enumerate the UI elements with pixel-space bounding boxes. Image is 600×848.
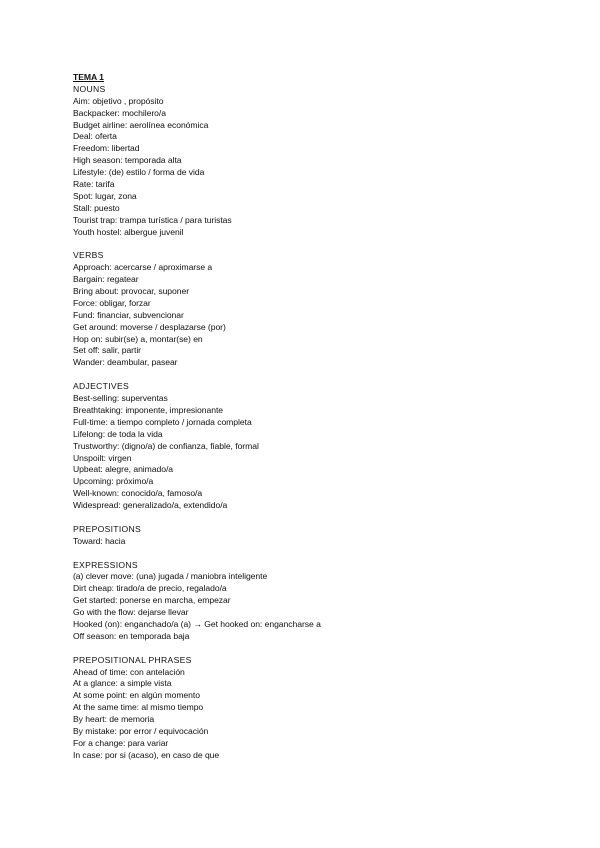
vocabulary-entry: Youth hostel: albergue juvenil [73, 226, 184, 237]
vocabulary-entry: Unspoilt: virgen [73, 452, 132, 463]
section-expressions [73, 548, 573, 643]
vocabulary-entry: Best-selling: superventas [73, 393, 168, 404]
section-spacer [73, 512, 573, 524]
vocabulary-entry: For a change: para variar [73, 737, 169, 748]
section-spacer [73, 238, 573, 250]
vocabulary-entry: Go with the flow: dejarse llevar [73, 607, 189, 618]
vocabulary-entry: By mistake: por error / equivocación [73, 725, 209, 736]
vocabulary-entry: Fund: financiar, subvencionar [73, 309, 184, 320]
section-heading: PREPOSITIONS [73, 523, 142, 534]
vocabulary-entry: Aim: objetivo , propósito [73, 95, 164, 106]
vocabulary-entry: Ahead of time: con antelación [73, 666, 185, 677]
vocabulary-entry: Dirt cheap: tirado/a de precio, regalado/a [73, 583, 227, 594]
vocabulary-entry: Tourist trap: trampa turística / para turistas [73, 214, 232, 225]
section-spacer [73, 643, 573, 655]
vocabulary-entry: Breathtaking: imponente, impresionante [73, 404, 224, 415]
vocabulary-entry: Stall: puesto [73, 202, 120, 213]
vocabulary-entry: Rate: tarifa [73, 179, 115, 190]
vocabulary-entry: Hooked (on): enganchado/a (a) → Get hooked on: engancharse a [73, 618, 321, 629]
vocabulary-entry: Freedom: libertad [73, 143, 140, 154]
vocabulary-entry: Approach: acercarse / aproximarse a [73, 262, 213, 273]
vocabulary-entry: Full-time: a tiempo completo / jornada completa [73, 416, 252, 427]
vocabulary-entry: Get around: moverse / desplazarse (por) [73, 321, 226, 332]
vocabulary-entry: In case: por si (acaso), en caso de que [73, 749, 220, 760]
section-heading: ADJECTIVES [73, 381, 130, 392]
vocabulary-entry: Get started: ponerse en marcha, empezar [73, 595, 231, 606]
section-spacer [73, 548, 573, 560]
section-heading: PREPOSITIONAL PHRASES [73, 654, 192, 665]
section-adjectives [73, 369, 573, 512]
vocabulary-entry: (a) clever move: (una) jugada / maniobra inteligente [73, 571, 268, 582]
vocabulary-entry: Upbeat: alegre, animado/a [73, 464, 174, 475]
vocabulary-entry: Spot: lugar, zona [73, 190, 137, 201]
vocabulary-entry: By heart: de memoria [73, 714, 155, 725]
vocabulary-entry: Backpacker: mochilero/a [73, 107, 166, 118]
section-heading: VERBS [73, 250, 104, 261]
vocabulary-entry: Toward: hacia [73, 535, 126, 546]
vocabulary-entry: Set off: salir, partir [73, 345, 141, 356]
vocabulary-entry: Off season: en temporada baja [73, 630, 190, 641]
section-heading: EXPRESSIONS [73, 559, 138, 570]
vocabulary-entry: Bring about: provocar, suponer [73, 286, 190, 297]
vocabulary-entry: Lifelong: de toda la vida [73, 428, 163, 439]
vocabulary-entry: Well-known: conocido/a, famoso/a [73, 488, 203, 499]
section-prepositions [73, 512, 573, 548]
vocabulary-entry: Lifestyle: (de) estilo / forma de vida [73, 167, 205, 178]
section-verbs [73, 238, 573, 369]
section-nouns [73, 84, 573, 239]
vocabulary-entry: Budget airline: aerolínea económica [73, 119, 209, 130]
section-heading: NOUNS [73, 83, 106, 94]
vocabulary-entry: Upcoming: próximo/a [73, 476, 154, 487]
vocabulary-entry: Widespread: generalizado/a, extendido/a [73, 500, 228, 511]
document-title: TEMA 1 [73, 72, 104, 82]
section-spacer [73, 369, 573, 381]
vocabulary-entry: Bargain: regatear [73, 274, 139, 285]
vocabulary-entry: At some point: en algún momento [73, 690, 200, 701]
vocabulary-entry: Deal: oferta [73, 131, 117, 142]
sections-container [73, 84, 573, 762]
vocabulary-entry: Force: obligar, forzar [73, 297, 151, 308]
vocabulary-entry: At a glance: a simple vista [73, 678, 172, 689]
vocabulary-entry: Hop on: subir(se) a, montar(se) en [73, 333, 203, 344]
vocabulary-entry: Trustworthy: (digno/a) de confianza, fiable, formal [73, 440, 259, 451]
vocabulary-entry: High season: temporada alta [73, 155, 182, 166]
vocabulary-entry: At the same time: al mismo tiempo [73, 702, 204, 713]
vocabulary-document [73, 72, 573, 762]
vocabulary-entry: Wander: deambular, pasear [73, 357, 178, 368]
section-prepositional-phrases [73, 643, 573, 762]
